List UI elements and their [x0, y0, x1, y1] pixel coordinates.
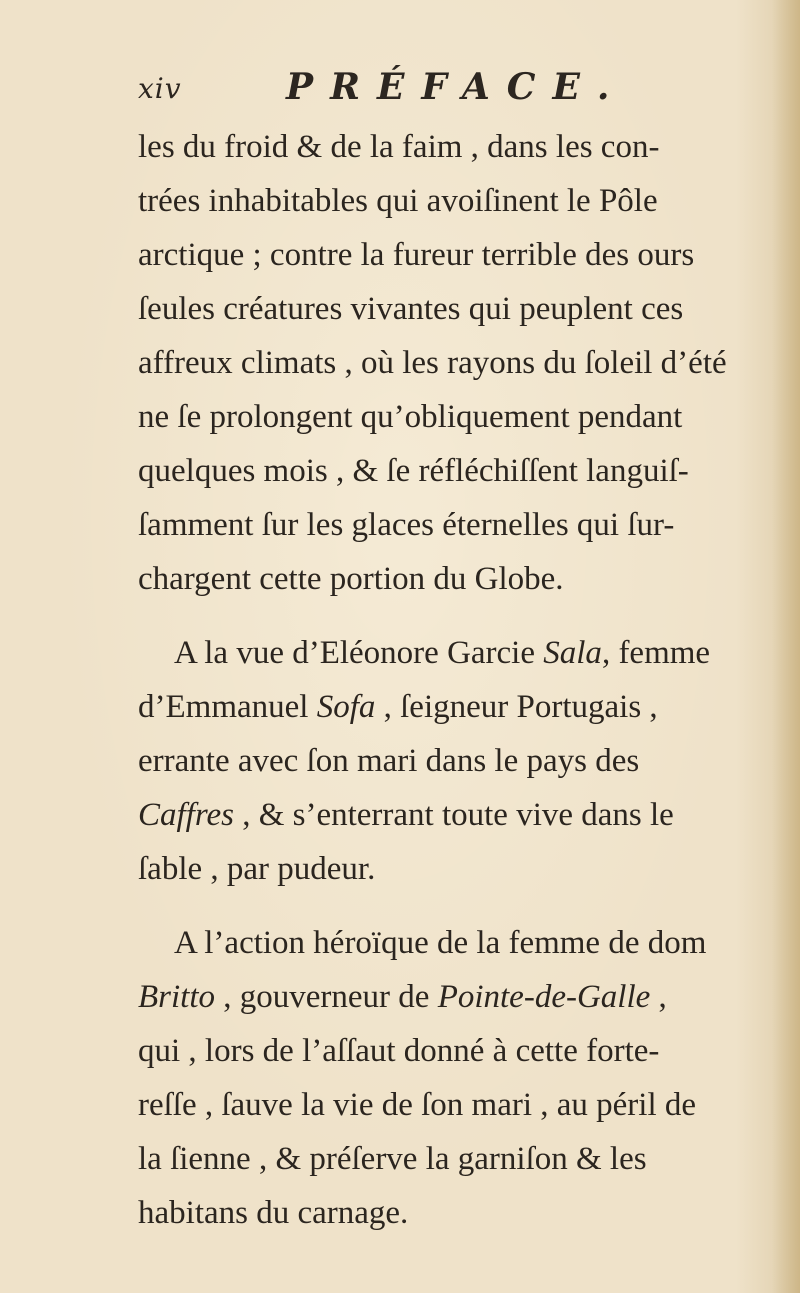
text-line [138, 970, 778, 1024]
text-line [138, 336, 778, 390]
text-segment: affreux climats , où les rayons du ſoleil d’été [138, 345, 727, 381]
text-segment: ne ſe prolongent qu’obliquement pendant [138, 399, 683, 435]
text-line [138, 174, 778, 228]
text-line [138, 498, 778, 552]
text-line [138, 842, 778, 896]
text-line [138, 1024, 778, 1078]
italic-text: Britto [138, 979, 216, 1015]
page-number: xiv [138, 72, 182, 105]
text-line [138, 282, 778, 336]
paragraph [138, 120, 778, 606]
text-segment: reſſe , ſauve la vie de ſon mari , au péril de [138, 1087, 697, 1123]
text-segment: ſeules créatures vivantes qui peuplent ces [138, 291, 684, 327]
text-segment: trées inhabitables qui avoiſinent le Pôle [138, 183, 658, 219]
text-line [138, 1078, 778, 1132]
paragraph-gap [138, 606, 778, 626]
text-segment: A la vue d’Eléonore Garcie [174, 635, 544, 671]
text-segment: , ſeigneur Portugais , [375, 689, 658, 725]
text-segment: arctique ; contre la fureur terrible des ours [138, 237, 695, 273]
text-segment: d’Emmanuel [138, 689, 317, 725]
text-segment: errante avec ſon mari dans le pays des [138, 743, 640, 779]
italic-text: Pointe-de-Galle [437, 979, 651, 1015]
page-header [138, 66, 778, 116]
text-segment: les du froid & de la faim , dans les con- [138, 129, 660, 165]
paragraph [138, 916, 778, 1240]
running-title: PRÉFACE. [286, 66, 627, 108]
text-line [138, 734, 778, 788]
body-text [138, 120, 778, 1240]
italic-text: Sofa [316, 689, 376, 725]
text-segment: , gouverneur de [215, 979, 438, 1015]
text-segment: ſable , par pudeur. [138, 851, 376, 887]
text-line [138, 680, 778, 734]
text-segment: chargent cette portion du Globe. [138, 561, 564, 597]
text-line [138, 1132, 778, 1186]
text-segment: la ſienne , & préſerve la garniſon & les [138, 1141, 647, 1177]
text-segment: quelques mois , & ſe réfléchiſſent languiſ- [138, 453, 689, 489]
text-line [138, 444, 778, 498]
text-segment: , femme [601, 635, 711, 671]
text-line [138, 1186, 778, 1240]
text-segment: , [650, 979, 667, 1015]
text-line [138, 552, 778, 606]
text-segment: qui , lors de l’aſſaut donné à cette forte- [138, 1033, 660, 1069]
paragraph-gap [138, 896, 778, 916]
italic-text: Sala [543, 635, 602, 671]
text-segment: ſamment ſur les glaces éternelles qui ſur- [138, 507, 675, 543]
text-line [138, 916, 778, 970]
text-line [138, 788, 778, 842]
text-segment: , & s’enterrant toute vive dans le [233, 797, 674, 833]
text-line [138, 228, 778, 282]
text-segment: habitans du carnage. [138, 1195, 409, 1231]
text-segment: A l’action héroïque de la femme de dom [174, 925, 707, 961]
text-line [138, 626, 778, 680]
text-line [138, 120, 778, 174]
text-line [138, 390, 778, 444]
paragraph [138, 626, 778, 896]
italic-text: Caffres [138, 797, 234, 833]
